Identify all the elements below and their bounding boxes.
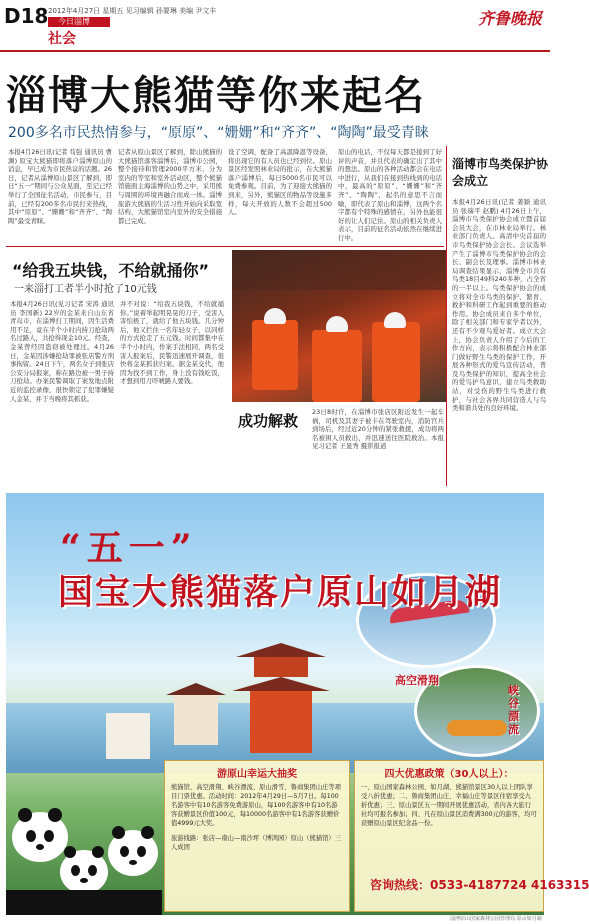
lead-column-1: 本报4月26日讯(记者 苟强 通讯员 曹渊) 原宝大熊猫即将落户淄博原山的消息，早已成为市民热议的话题。26日，记者从淄博原山景区了解到，即日“五一”期间与公众见面，至记已经举行了全国征名活动，市民参与，目前，已经有200多名市民打来热线，其中“原原”、“姗姗”和“齐齐”、“陶陶”最受青睐。 xyxy=(8,148,112,225)
lead-column-2: 记者从原山景区了解到，除山熊猫的大熊猫馆落客淄博后，淄博市公园，整个接待和管理2000平方米，分为室内的等室和室外活动区，整个熊猫馆施面主海淄博的山势之中，采用熊与周围的环境再融合而成一体。淄博旅游大熊猫的生活习性开始向采取宽结构，大熊猫馆室内室外的安全措施都已完成。 xyxy=(118,148,222,225)
raft-icon xyxy=(447,720,507,736)
helmet-icon xyxy=(264,308,286,324)
firefighter-figure xyxy=(312,330,362,402)
panda-icon xyxy=(60,850,108,894)
glider-label: 高空滑翔 xyxy=(395,674,439,687)
lead-subheadline: 200多名市民热情参与，“原原”、“姗姗”和“齐齐”、“陶陶”最受青睐 xyxy=(8,125,429,141)
photo-caption-title: 成功解救 xyxy=(238,412,299,430)
page-number: D18 xyxy=(4,4,49,28)
photo-caption: 23日8时许，在淄博市张店区附近发生一起车祸，司机及其妻子被卡在驾驶室内，消防官兵到场后，经过近20分钟的紧张救援，成功将两名被困人员救出，并迅速送往医院救治。本报见习记者 王显秀 摄影报道 xyxy=(312,408,444,451)
panda-icon xyxy=(12,812,68,862)
gate-icon xyxy=(106,713,150,759)
newspaper-logo: 齐鲁晚报 xyxy=(477,9,542,28)
offers-body: 一、原山国家森林公园、如月湖、熊猫馆景区30人以上团队享受八折优惠；二、鲁商集团山庄、幸福山庄等景区住宿享受九折优惠；三、原山景区五一期间开展优惠活动，省内各大旅行社均可报名参加；四、凡在原山景区消费满300元的游客，均可获赠原山景区纪念品一份。 xyxy=(361,784,537,827)
firefighter-figure xyxy=(252,320,298,390)
travel-route: 旅游线路：张店—南山—南沙坪（博鸿园）原山（熊猫馆）三人成团 xyxy=(171,835,342,851)
column-rule xyxy=(446,146,447,486)
story2-column-1: 本报4月26日讯(见习记者 宋涛 通讯员 李国新) 22岁的金某来自山东省青岛市，在淄博打工期间，因生活费用不足，竟在半个小时内持刀抢劫两名过路人，共抢得现金10元。经查，金某曾经因盗窃被处理过。4月26日，金某因涉嫌抢劫罪被张店警方刑事拘留。24日下午，两名女子到张店公安分局报案，称在路边被一男子持刀抢劫。办案民警调取了案发地点附近的监控录像，很快锁定了犯罪嫌疑人金某，并于当晚将其抓获。 xyxy=(10,300,114,403)
lucky-draw-title: 游原山幸运大抽奖 xyxy=(217,769,297,780)
firefighter-figure xyxy=(372,322,420,402)
rafting-label: 峡谷漂流 xyxy=(508,684,519,736)
helmet-icon xyxy=(326,316,348,332)
lead-column-4: 原山的电话，不仅每天都是接到了好评的声音，并且代表的确定出了其中的想法。原山的各种活动都会在电话中进行，从我们在接到热线到的电话中，最高的“原原”、“姗姗”和“齐齐”、“陶陶”，起名的意思不言而喻，即代表了原山和淄博，这两个名字都有个特殊的感情在，另外也能很好的让人们记住。原山的相关负责人表示，目前的征名活动依然在继续进行中。 xyxy=(338,148,442,242)
ad-quote: “五一” xyxy=(60,527,198,569)
vehicle-cab xyxy=(232,250,446,290)
panda-icon xyxy=(108,830,158,876)
story2-headline: “给我五块钱，不给就捅你” xyxy=(12,261,210,280)
masthead xyxy=(0,0,550,52)
panda-body xyxy=(6,890,162,915)
hotline: 咨询热线：0533-4187724 4163315 xyxy=(370,878,589,892)
sidebar-body: 本报4月26日讯(记者 姜颖 通讯员 张瑞平 赵鹏) 4月26日上午，淄博市鸟类保护协会成立暨首届会员大会，在市林业局举行。林业部门负责人、高清中央首届的市鸟类保护协会会长。会议选举产生了淄博市鸟类保护协会的会长、副会长及理事。淄博市林业局调查结果显示，淄博全市共有鸟类18目49科240多种，占全省的一半以上。鸟类保护协会的成立将对全市鸟类的保护、繁育、救护和科研工作起到重要的推动作用。协会成员来自多个单位，除了相关部门和专家学者以外，还有不少观鸟爱好者。成立大会上，协会负责人介绍了今后的工作方向，表示将积极配合林业部门做好野生鸟类的保护工作，开展各种形式的爱鸟宣传活动，普及鸟类保护的知识，提高全社会的爱鸟护鸟意识，建立鸟类救助站，对受伤的野生鸟类进行救护，与社会各界共同营造人与鸟类和谐共处的良好环境。 xyxy=(452,198,546,413)
lead-column-3: 设了空调，配备了高温降温等设备，将出现它的有人员也已经到位。原山景区经发照林业局的批示，在大熊猫落户淄博后，每日5000名市民可以免费参观。目前，为了迎接大熊猫的到来，另外，熊猫区的物品等设施多样，每天开放的人数不会超过500人。 xyxy=(228,148,332,217)
lucky-draw-body: 熊猫馆、高空滑翔、峡谷漂流、原山滑雪、鲁商集团山庄等项目门票优惠。活动时间：2012年4月29日—5月7日。每100名游客中有10名游客免费游原山，每100名游客中有10名游客获赠景区价值100元，每10000名游客中有1名游客获赠价值4999元大奖。 xyxy=(171,784,342,827)
ad-footer: 淄博原山国家森林公园管理局 原山如月湖 xyxy=(450,916,542,922)
sidebar-headline: 淄博市鸟类保护协会成立 xyxy=(452,157,549,188)
pavilion-icon xyxy=(166,683,226,753)
pagoda-icon xyxy=(236,633,326,753)
ad-headline: 国宝大熊猫落户原山如月湖 xyxy=(58,573,503,613)
section-title: 社会 xyxy=(48,31,76,47)
helmet-icon xyxy=(384,312,406,328)
story2-column-2: 并不对说：“给我五块钱，不给就捅你。”说着举起明晃晃的刀子，受害人害怕极了，就给了他五块钱。几分钟后，他又拦住一名年轻女子，以同样的方式抢走了五元钱。时间都集中在半个小时内，作案手法相同，两名受害人报案后，民警迅速展开调查，很快将金某抓获归案。据金某交代，他因为找不到工作，身上没有钱吃饭，才想到用刀吓唬路人要钱。 xyxy=(120,300,224,386)
rescue-photo xyxy=(232,250,446,402)
lead-headline: 淄博大熊猫等你来起名 xyxy=(6,73,426,119)
section-rule xyxy=(6,246,444,247)
lucky-draw-box xyxy=(164,760,350,912)
story2-subheadline: 一来淄打工者半小时抢了10元钱 xyxy=(14,284,157,295)
dateline: 2012年4月27日 星期五 见习编辑 孙要琳 美编 尹文丰 xyxy=(48,7,217,15)
offers-title: 四大优惠政策（30人以上）： xyxy=(384,769,514,780)
section-tag: 今日淄博 xyxy=(48,17,110,27)
